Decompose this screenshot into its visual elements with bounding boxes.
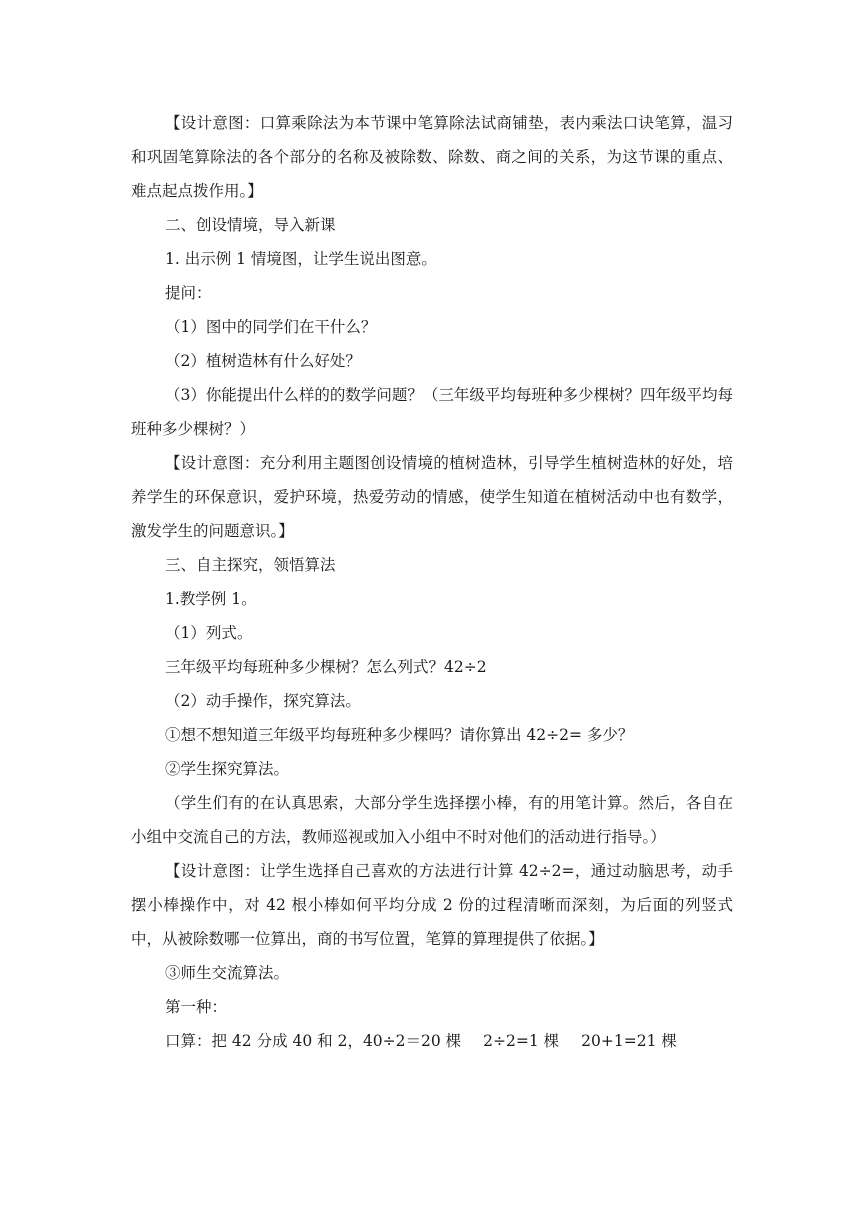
paragraph-formula-step: （1）列式。	[165, 624, 253, 642]
document-page	[131, 106, 733, 1058]
oral-calc-part-2: 2÷2=1 棵	[483, 1032, 560, 1050]
paragraph-question-3: （3）你能提出什么样的的数学问题？（三年级平均每班种多少棵树？四年级平均每班种多少棵树？）	[131, 386, 733, 438]
paragraph-example-1: 1.教学例 1。	[165, 590, 257, 608]
paragraph-hands-on-step: （2）动手操作，探究算法。	[165, 692, 361, 710]
paragraph-student-activity: （学生们有的在认真思索，大部分学生选择摆小棒，有的用笔计算。然后，各自在小组中交流自己的方法，教师巡视或加入小组中不时对他们的活动进行指导。）	[131, 794, 733, 846]
oral-calc-part-3: 20+1=21 棵	[581, 1032, 677, 1050]
oral-calc-part-1: 口算：把 42 分成 40 和 2，40÷2＝20 棵	[165, 1032, 462, 1050]
paragraph-question-2: （2）植树造林有什么好处？	[165, 352, 361, 370]
paragraph-question-label: 提问：	[165, 284, 212, 302]
paragraph-formula-question: 三年级平均每班种多少棵树？怎么列式？42÷2	[165, 658, 487, 676]
paragraph-design-intent-3: 【设计意图：让学生选择自己喜欢的方法进行计算 42÷2=，通过动脑思考，动手摆小棒操作中，对 42 根小棒如何平均分成 2 份的过程清晰而深刻，为后面的列竖式中，从被除数哪一位算出，商的书写位置，笔算的算理提供了依据。】	[131, 862, 733, 948]
paragraph-oral-calculation	[131, 1024, 733, 1058]
paragraph-circled-3: ③师生交流算法。	[165, 964, 290, 982]
paragraph-circled-2: ②学生探究算法。	[165, 760, 290, 778]
paragraph-design-intent-1: 【设计意图：口算乘除法为本节课中笔算除法试商铺垫，表内乘法口诀笔算，温习和巩固笔算除法的各个部分的名称及被除数、除数、商之间的关系，为这节课的重点、难点起点拨作用。】	[131, 114, 733, 200]
paragraph-design-intent-2: 【设计意图：充分利用主题图创设情境的植树造林，引导学生植树造林的好处，培养学生的环保意识，爱护环境，热爱劳动的情感，使学生知道在植树活动中也有数学，激发学生的问题意识。】	[131, 454, 733, 540]
paragraph-circled-1: ①想不想知道三年级平均每班种多少棵吗？请你算出 42÷2= 多少？	[165, 726, 634, 744]
paragraph-method-1: 第一种：	[165, 998, 228, 1016]
paragraph-step-1: 1. 出示例 1 情境图，让学生说出图意。	[165, 250, 437, 268]
paragraph-question-1: （1）图中的同学们在干什么？	[165, 318, 377, 336]
heading-section-3: 三、自主探究，领悟算法	[165, 556, 336, 574]
heading-section-2: 二、创设情境，导入新课	[165, 216, 336, 234]
